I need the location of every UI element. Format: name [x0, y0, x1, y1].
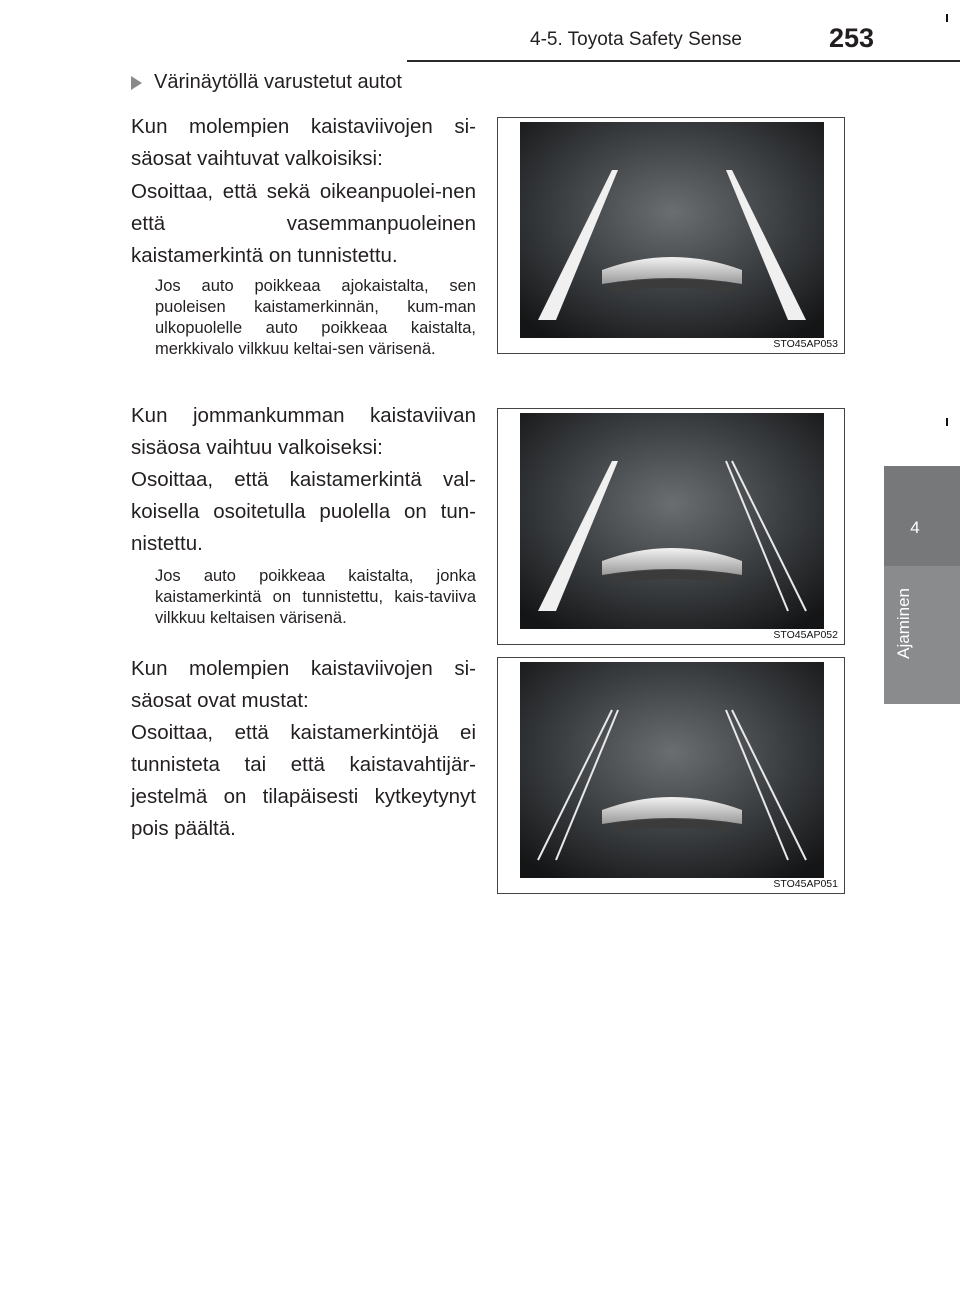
block-1-note: Jos auto poikkeaa ajokaistalta, sen puoleisen kaistamerkinnän, kum-man ulkopuolelle auto poikkeaa kaistalta, merkkivalo vilkkuu keltai-sen värisenä.	[155, 277, 476, 358]
subheading	[131, 71, 402, 94]
block-3-body: Osoittaa, että kaistamerkintöjä ei tunnisteta tai että kaistavahtijär-jestelmä on tilapäisesti kytkeytynyt pois päältä.	[131, 721, 476, 840]
figure-no-lanes-detected	[497, 657, 845, 894]
page-number: 253	[829, 23, 875, 53]
subheading-text: Värinäytöllä varustetut autot	[154, 71, 402, 93]
crop-mark	[946, 418, 948, 426]
lane-display-both-black-image	[520, 662, 824, 878]
crop-mark	[946, 14, 948, 22]
lane-display-one-white-image	[520, 413, 824, 629]
block-2-heading: Kun jommankumman kaistaviivan sisäosa vaihtuu valkoiseksi:	[131, 404, 476, 459]
figure-code: STO45AP052	[773, 629, 838, 641]
figure-one-lane-detected	[497, 408, 845, 645]
lane-display-both-white-image	[520, 122, 824, 338]
chapter-number: 4	[910, 518, 920, 537]
block-2-body: Osoittaa, että kaistamerkintä val-koisella osoitetulla puolella on tun-nistettu.	[131, 468, 476, 555]
header-rule	[407, 60, 960, 62]
chapter-tab-top	[884, 466, 960, 566]
section-title: 4-5. Toyota Safety Sense	[530, 29, 742, 50]
block-3-heading: Kun molempien kaistaviivojen si-säosat ovat mustat:	[131, 657, 476, 712]
figure-both-lanes-detected	[497, 117, 845, 354]
figure-code: STO45AP051	[773, 878, 838, 890]
figure-code: STO45AP053	[773, 338, 838, 350]
chapter-name: Ajaminen	[894, 588, 913, 659]
block-2-note: Jos auto poikkeaa kaistalta, jonka kaistamerkintä on tunnistettu, kais-taviiva vilkkuu keltaisen värisenä.	[155, 567, 476, 627]
chapter-tab	[884, 466, 960, 704]
triangle-bullet-icon	[131, 76, 142, 90]
block-1-heading: Kun molempien kaistaviivojen si-säosat vaihtuvat valkoisiksi:	[131, 115, 476, 170]
block-1-body: Osoittaa, että sekä oikeanpuolei-nen että vasemmanpuoleinen kaistamerkintä on tunnistettu.	[131, 180, 476, 267]
